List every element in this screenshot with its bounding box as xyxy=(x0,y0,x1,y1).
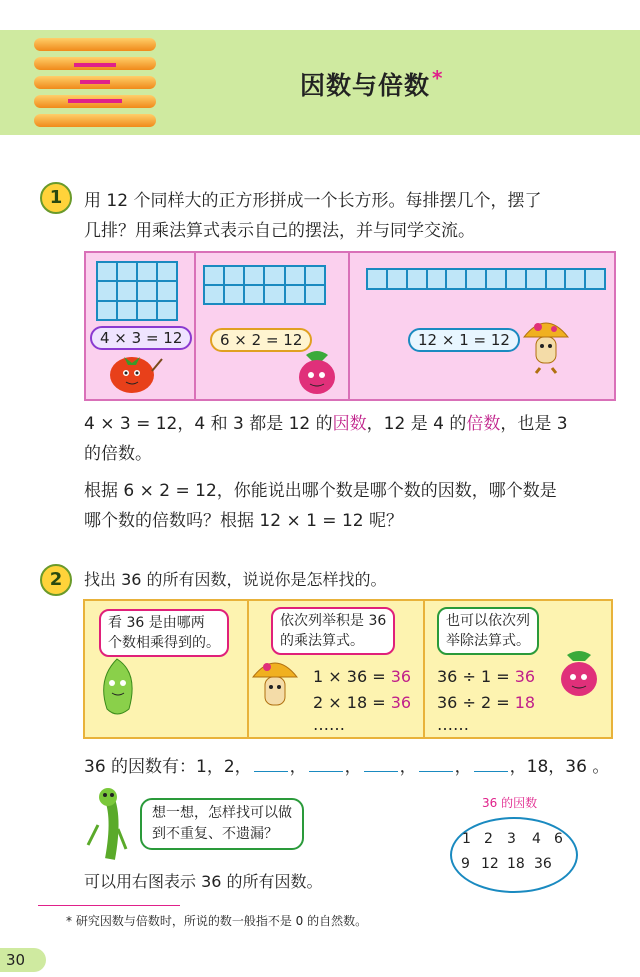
think-bubble: 想一想，怎样找可以做 到不重复、不遗漏？ xyxy=(140,798,304,850)
factors-fill-in-line: 36 的因数有：1，2， ， ， ， ， ，18，36 。 xyxy=(84,757,610,777)
grid-4x3 xyxy=(96,261,178,321)
q1-explanation-line2: 的倍数。 xyxy=(84,444,152,464)
factor-set-title: 36 的因数 xyxy=(482,796,538,810)
radish-character-icon xyxy=(555,647,603,701)
multiplication-ellipsis: …… xyxy=(313,715,345,734)
equation-bubble-12x1: 12 × 1 = 12 xyxy=(408,328,520,352)
tomato-character-icon xyxy=(104,349,166,397)
q1-line1: 用 12 个同样大的正方形拼成一个长方形。每排摆几个，摆了 xyxy=(84,191,542,211)
multiplication-eq-1: 1 × 36 = 36 xyxy=(313,667,412,686)
term-factor: 因数 xyxy=(332,414,367,434)
rectangle-arrangements-panel xyxy=(84,251,616,401)
multiplication-eq-2: 2 × 18 = 36 xyxy=(313,693,412,712)
answer-blank[interactable] xyxy=(309,757,343,772)
term-multiple: 倍数 xyxy=(466,414,501,434)
pepper-character-icon xyxy=(95,653,141,719)
grid-12x1 xyxy=(366,268,606,290)
q1-question-line1: 根据 6 × 2 = 12，你能说出哪个数是哪个数的因数，哪个数是 xyxy=(84,481,557,501)
page-title: 因数与倍数 * xyxy=(300,66,444,100)
grid-6x2 xyxy=(203,265,326,305)
set-value: 36 xyxy=(534,856,552,872)
page-number: 30 xyxy=(6,951,26,969)
q1-line2: 几排？用乘法算式表示自己的摆法，并与同学交流。 xyxy=(84,221,475,241)
mushroom-character-icon xyxy=(251,653,299,719)
speech-bubble-3: 也可以依次列 举除法算式。 xyxy=(437,607,539,655)
footnote: * 研究因数与倍数时，所说的数一般指不是 0 的自然数。 xyxy=(66,914,368,928)
division-eq-1: 36 ÷ 1 = 36 xyxy=(437,667,536,686)
answer-blank[interactable] xyxy=(419,757,453,772)
speech-bubble-1: 看 36 是由哪两 个数相乘得到的。 xyxy=(99,609,229,657)
division-eq-2: 36 ÷ 2 = 18 xyxy=(437,693,536,712)
grasshopper-character-icon xyxy=(84,785,130,863)
set-value: 2 xyxy=(484,831,493,847)
mushroom-character-icon xyxy=(520,313,572,375)
question-2-marker: 2 xyxy=(40,564,72,596)
q1-explanation-line1: 4 × 3 = 12，4 和 3 都是 12 的因数，12 是 4 的倍数，也是 3 xyxy=(84,414,568,434)
set-value: 6 xyxy=(554,831,563,847)
equation-bubble-4x3: 4 × 3 = 12 xyxy=(90,326,192,350)
question-1-marker: 1 xyxy=(40,182,72,214)
set-value: 18 xyxy=(507,856,525,872)
find-factors-panel xyxy=(83,599,613,739)
q2-prompt: 找出 36 的所有因数，说说你是怎样找的。 xyxy=(84,570,387,589)
answer-blank[interactable] xyxy=(364,757,398,772)
answer-blank[interactable] xyxy=(474,757,508,772)
set-value: 12 xyxy=(481,856,499,872)
speech-bubble-2: 依次列举积是 36 的乘法算式。 xyxy=(271,607,395,655)
set-value: 9 xyxy=(461,856,470,872)
division-ellipsis: …… xyxy=(437,715,469,734)
footnote-rule xyxy=(38,905,180,906)
set-value: 1 xyxy=(462,831,471,847)
answer-blank[interactable] xyxy=(254,757,288,772)
radish-character-icon xyxy=(292,347,342,397)
set-value: 4 xyxy=(532,831,541,847)
factor-set-ellipse xyxy=(450,817,578,893)
equation-bubble-6x2: 6 × 2 = 12 xyxy=(210,328,312,352)
set-value: 3 xyxy=(507,831,516,847)
diagram-note: 可以用右图表示 36 的所有因数。 xyxy=(84,872,323,891)
q1-question-line2: 哪个数的倍数吗？根据 12 × 1 = 12 呢？ xyxy=(84,511,403,531)
